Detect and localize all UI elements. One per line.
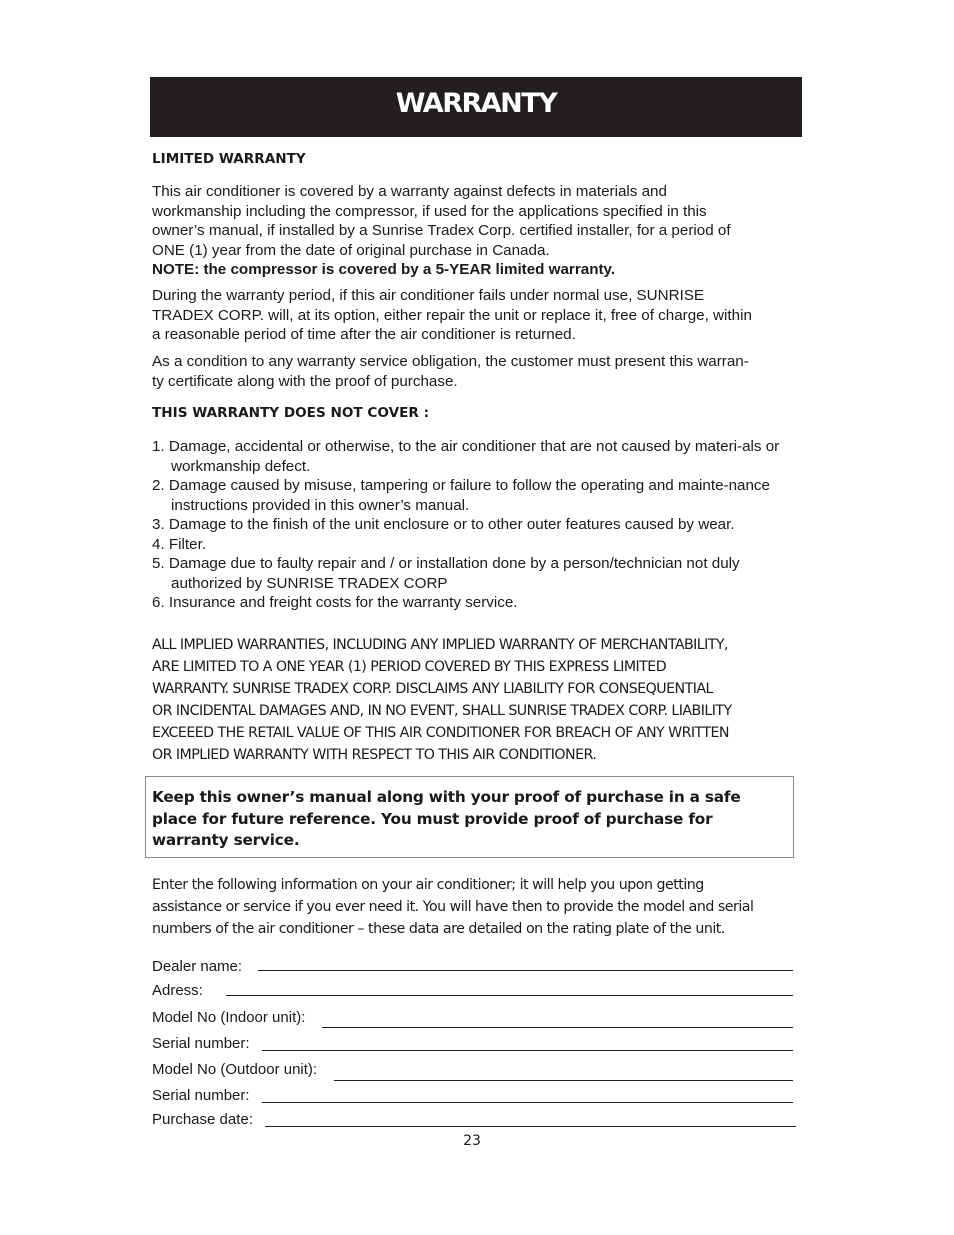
text-line: During the warranty period, if this air conditioner fails under normal use, SUNRISE	[152, 287, 705, 304]
text-line: warranty service.	[152, 831, 300, 849]
dealer-name-field[interactable]	[152, 958, 793, 978]
address-field[interactable]	[152, 982, 793, 1002]
text-line: Keep this owner’s manual along with your proof of purchase in a safe	[152, 788, 741, 806]
text-line: OR INCIDENTAL DAMAGES AND, IN NO EVENT, SHALL SUNRISE TRADEX CORP. LIABILITY	[152, 703, 732, 719]
model-outdoor-field[interactable]	[152, 1061, 793, 1081]
fill-in-line[interactable]	[226, 995, 793, 996]
text-line: workmanship including the compressor, if used for the applications specified in this	[152, 202, 707, 220]
serial-outdoor-field[interactable]	[152, 1087, 793, 1107]
fill-in-line[interactable]	[262, 1050, 793, 1051]
text-line: TRADEX CORP. will, at its option, either repair the unit or replace it, free of charge, within	[152, 306, 752, 324]
text-line: ALL IMPLIED WARRANTIES, INCLUDING ANY IMPLIED WARRANTY OF MERCHANTABILITY,	[152, 637, 728, 653]
text-line: Enter the following information on your air conditioner; it will help you upon getting	[152, 877, 704, 893]
page-title: WARRANTY	[395, 88, 557, 119]
text-line: ARE LIMITED TO A ONE YEAR (1) PERIOD COVERED BY THIS EXPRESS LIMITED	[152, 659, 667, 675]
keep-manual-notice-box	[145, 776, 794, 858]
list-item: 5. Damage due to faulty repair and / or installation done by a person/technician not duly authorized by SUNRISE TRADEX CORP	[152, 555, 740, 592]
field-label: Model No (Indoor unit):	[152, 1009, 306, 1026]
condition-paragraph	[152, 352, 800, 391]
text-line: ONE (1) year from the date of original purchase in Canada.	[152, 241, 550, 259]
text-line: assistance or service if you ever need it. You will have then to provide the model and serial	[152, 899, 754, 915]
implied-warranties-disclaimer	[152, 634, 802, 766]
serial-indoor-field[interactable]	[152, 1035, 793, 1055]
fill-in-line[interactable]	[322, 1027, 793, 1028]
title-banner	[150, 77, 802, 137]
text-line: place for future reference. You must provide proof of purchase for	[152, 809, 713, 828]
exclusions-list	[152, 437, 802, 613]
keep-manual-notice	[152, 787, 782, 852]
field-label: Serial number:	[152, 1035, 250, 1052]
field-label: Model No (Outdoor unit):	[152, 1061, 318, 1078]
enter-info-paragraph	[152, 874, 802, 940]
field-label: Adress:	[152, 982, 203, 999]
purchase-date-field[interactable]	[152, 1111, 796, 1131]
text-line: a reasonable period of time after the air conditioner is returned.	[152, 326, 576, 343]
list-item: 3. Damage to the finish of the unit enclosure or to other outer features caused by wear.	[152, 516, 735, 533]
compressor-note: NOTE: the compressor is covered by a 5-YEAR limited warranty.	[152, 261, 616, 278]
field-label: Purchase date:	[152, 1111, 253, 1128]
list-item: 6. Insurance and freight costs for the warranty service.	[152, 594, 518, 611]
limited-warranty-heading: LIMITED WARRANTY	[152, 151, 306, 167]
text-line: owner’s manual, if installed by a Sunrise Tradex Corp. certified installer, for a period of	[152, 222, 731, 239]
fill-in-line[interactable]	[262, 1102, 793, 1103]
text-line: EXCEEED THE RETAIL VALUE OF THIS AIR CONDITIONER FOR BREACH OF ANY WRITTEN	[152, 725, 729, 741]
text-line: ty certificate along with the proof of purchase.	[152, 372, 458, 390]
text-line: OR IMPLIED WARRANTY WITH RESPECT TO THIS AIR CONDITIONER.	[152, 747, 597, 763]
list-item: 2. Damage caused by misuse, tampering or failure to follow the operating and mainte-nance instructions provided in this owner’s manual.	[152, 477, 770, 514]
limited-warranty-paragraph	[152, 182, 800, 280]
list-item: 1. Damage, accidental or otherwise, to the air conditioner that are not caused by materi-als or workmanship defect.	[152, 438, 780, 475]
model-indoor-field[interactable]	[152, 1009, 793, 1029]
warranty-period-paragraph	[152, 286, 800, 345]
field-label: Serial number:	[152, 1087, 250, 1104]
not-cover-heading: THIS WARRANTY DOES NOT COVER :	[152, 405, 430, 421]
page-number: 23	[463, 1133, 481, 1149]
fill-in-line[interactable]	[258, 970, 793, 971]
text-line: WARRANTY. SUNRISE TRADEX CORP. DISCLAIMS ANY LIABILITY FOR CONSEQUENTIAL	[152, 681, 713, 697]
list-item: 4. Filter.	[152, 535, 207, 553]
text-line: As a condition to any warranty service obligation, the customer must present this warran-	[152, 353, 749, 370]
text-line: This air conditioner is covered by a warranty against defects in materials and	[152, 183, 667, 200]
fill-in-line[interactable]	[265, 1126, 796, 1127]
text-line: numbers of the air conditioner – these data are detailed on the rating plate of the unit.	[152, 921, 725, 937]
fill-in-line[interactable]	[334, 1080, 793, 1081]
field-label: Dealer name:	[152, 958, 243, 975]
